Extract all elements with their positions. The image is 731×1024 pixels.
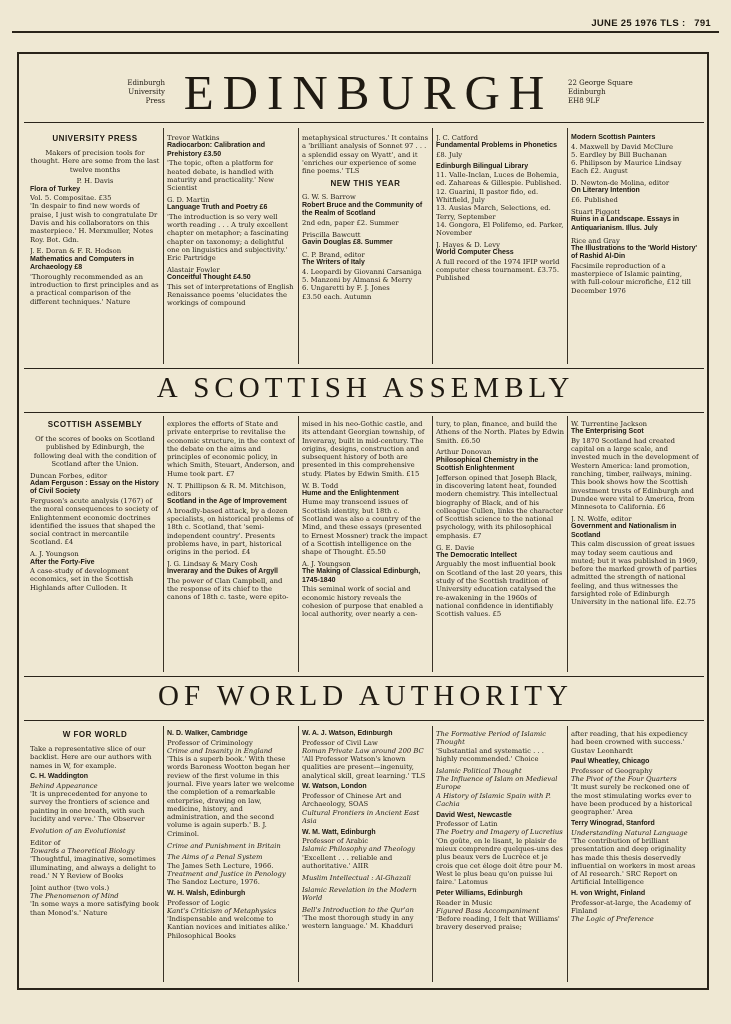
book-title: Islamic Revelation in the Modern World xyxy=(302,885,417,902)
book-title: Ruins in a Landscape. Essays in Antiquarianism. Illus. July xyxy=(571,216,680,232)
book-title: Mathematics and Computers in Archaeology £8 xyxy=(30,255,134,272)
author: J. N. Wolfe, editor xyxy=(571,514,632,523)
series-item: 14. Gongora, El Polifemo, ed. Parker, November xyxy=(436,220,564,238)
book-title: Conceitful Thought £4.50 xyxy=(167,274,251,282)
book-title: Towards a Theoretical Biology xyxy=(30,846,135,855)
section-rule xyxy=(24,676,704,677)
note: Joint author (two vols.) xyxy=(30,883,110,892)
review: A broadly-based attack, by a dozen specialists, on historical problems of 18th c. Scotland, that 'semi-independent country'. Presents problems have, in part, historical origins in the period. £4 xyxy=(167,506,294,557)
price: 2nd edn, paper £2. Summer xyxy=(302,218,399,227)
title-edinburgh: EDINBURGH xyxy=(183,65,554,120)
press-address xyxy=(568,79,678,106)
press-line: Edinburgh xyxy=(127,79,165,87)
section-heading: SCOTTISH ASSEMBLY xyxy=(47,420,143,429)
author: C. H. Waddington xyxy=(30,773,89,781)
book-title: The Aims of a Penal System xyxy=(167,853,263,862)
s1-col5 xyxy=(571,134,699,362)
review: Hume may transcend issues of Scottish identity, but 18th c. Scotland was also a country of the Mind, and these essays (presented to Ernest Mossner) track the impact of a Scottish intelligence on the shape of Thought. £5.50 xyxy=(302,498,428,557)
section-rule xyxy=(24,720,704,721)
book-title: Fundamental Problems in Phonetics xyxy=(436,142,557,150)
position: Professor of Civil Law xyxy=(302,738,378,747)
intro-text: Makers of precision tools for thought. Here are some from the last twelve months xyxy=(30,149,160,174)
review: tury, to plan, finance, and build the Athens of the North. Plates by Edwin Smith. £6.50 xyxy=(436,420,564,445)
review: mised in his neo-Gothic castle, and its attendant Georgian township, of Inveraray, built in mid-century. The origins, designs, construction and subsequent history of both are presented in this comprehensive study. Plates by Edwin Smith. £15 xyxy=(302,420,425,478)
author: G. W. S. Barrow xyxy=(302,193,356,202)
book-title: Kant's Criticism of Metaphysics xyxy=(167,906,277,915)
position: Professor of Arabic xyxy=(302,837,369,846)
title-world-authority: OF WORLD AUTHORITY xyxy=(158,680,573,712)
page-header: JUNE 25 1976 TLS : 791 xyxy=(591,18,711,29)
s1-col2 xyxy=(167,134,295,362)
series-item: 4. Maxwell by David McClure xyxy=(571,142,674,151)
price: £3.50 each. Autumn xyxy=(302,292,372,301)
column-rule xyxy=(163,416,164,672)
review: 'In despair to find new words of praise, I just wish to congratulate Dr Davis and his collaborators on this masterpiece.' H. Merxmuller, Notes Roy. Bot. Gdn. xyxy=(30,202,158,244)
review: A case-study of development economics, set in the Scottish Highlands after Culloden. It xyxy=(30,567,134,592)
book-title: Islamic Political Thought xyxy=(436,766,522,775)
review: This seminal work of social and economic history reveals the cohesion of purpose that enabled a local authority, over nearly a cen- xyxy=(302,585,424,619)
author: G. D. Martin xyxy=(167,195,210,204)
book-title: Treatment and Justice in Penology xyxy=(167,869,286,878)
book-title: Edinburgh Bilingual Library xyxy=(436,162,529,170)
book-title: After the Forty-Five xyxy=(30,558,95,566)
intro-text: Of the scores of books on Scotland published by Edinburgh, the following deal with the condition of Scotland after the Union. xyxy=(33,435,157,468)
review: 'Thoughtful, imaginative, sometimes illuminating, and always a delight to read.' N Y Review of Books xyxy=(30,855,156,880)
author: Stuart Piggott xyxy=(571,207,620,216)
position: Professor of Chinese Art and Archaeology, SOAS xyxy=(302,791,402,809)
address-line: Edinburgh xyxy=(568,88,606,96)
s2-col4 xyxy=(436,420,564,670)
author: N. T. Phillipson & R. M. Mitchison, editors xyxy=(167,481,287,498)
author: C. P. Brand, editor xyxy=(302,250,365,259)
author: Alastair Fowler xyxy=(167,266,220,275)
section-heading: UNIVERSITY PRESS xyxy=(52,134,138,143)
address-line: EH8 9LF xyxy=(568,97,600,105)
author: P. H. Davis xyxy=(76,177,114,186)
book-title: Gavin Douglas £8. Summer xyxy=(302,238,393,246)
series-item: 5. Manzoni by Almansi & Merry xyxy=(302,275,413,284)
s3-col3 xyxy=(302,730,429,982)
author: Arthur Donovan xyxy=(436,448,492,457)
book-title: Hume and the Enlightenment xyxy=(302,489,399,497)
review: Facsimile reproduction of a masterpiece of Islamic painting, with full-colour microfiche, £12 till December 1976 xyxy=(571,261,691,295)
review: 'This is a superb book.' With these words Baroness Wootton began her review of the first volume in this journal. Five years later we welcome the completion of a remarkable enterprise, drawing on law, medicine, history, and administration, and the second volume is again superb.' B. J. Criminol. xyxy=(167,755,295,838)
review: after reading, that his expediency had been crowned with success.' Gustav Leonhardt xyxy=(571,730,688,755)
title-rule xyxy=(24,122,704,123)
review: By 1870 Scotland had created capital on a large scale, and invested much in the development of Western America: land promotion, ranching, timber, railways, mining. This book shows how the Scottish investment trusts of Edinburgh and Dundee were vital to America, from Minnesota to California. £6 xyxy=(571,436,699,512)
intro-text: Take a representative slice of our backlist. Here are our authors with names in W, for example. xyxy=(30,745,152,770)
column-rule xyxy=(298,416,299,672)
author: David West, Newcastle xyxy=(436,811,512,819)
series-item: 5. Eardley by Bill Buchanan xyxy=(571,150,667,159)
series-item: 4. Leopardi by Giovanni Carsaniga xyxy=(302,267,422,276)
position: Professor-at-large, the Academy of Finland xyxy=(571,898,691,916)
s2-col5 xyxy=(571,420,699,670)
author: A. J. Youngson xyxy=(30,550,79,559)
price: Each £2. August xyxy=(571,167,628,176)
title-scottish-assembly: A SCOTTISH ASSEMBLY xyxy=(156,372,575,404)
author: J. Hayes & D. Levy xyxy=(436,240,500,249)
book-title: Islamic Philosophy and Theology xyxy=(302,845,416,854)
column-rule xyxy=(432,726,433,982)
position: Professor of Criminology xyxy=(167,738,253,747)
column-rule xyxy=(163,128,164,364)
book-title: Figured Bass Accompaniment xyxy=(436,906,540,915)
book-title: Philosophical Chemistry in the Scottish Enlightenment xyxy=(436,456,539,473)
book-title: Radiocarbon: Calibration and Prehistory £3.50 xyxy=(167,142,266,158)
column-rule xyxy=(298,128,299,364)
review: 'The contribution of brilliant presentation and deep originality has made this thesis deservedly influential on workers in most areas of AI research.' SRC Report on Artificial Intelligence xyxy=(571,836,696,887)
s2-col3 xyxy=(302,420,429,670)
author: Peter Williams, Edinburgh xyxy=(436,890,523,898)
note: The James Seth Lecture, 1966. xyxy=(167,861,274,870)
s3-col4 xyxy=(436,730,564,982)
author: J. G. Lindsay & Mary Cosh xyxy=(167,559,258,568)
series-item: 11. Valle-Inclan, Luces de Bohemia, ed. Zahareas & Gillespie. Published. xyxy=(436,171,562,188)
position: Professor of Logic xyxy=(167,898,230,907)
review: explores the efforts of State and private enterprise to revitalise the economic structure, in the context of the debate on the aims and principles of economic policy, in which Smith, Steuart, Anderson, and Hume took part. £7 xyxy=(167,420,295,478)
review: 'The introduction is so very well worth reading . . . A truly excellent chapter on metaphor; a fascinating chapter on taxonomy; a delightful one on linguistics and subjectivity.' Eric Partridge xyxy=(167,212,289,263)
book-title: Language Truth and Poetry £6 xyxy=(167,204,268,212)
press-line: University xyxy=(128,88,165,96)
book-title: Cultural Frontiers in Ancient East Asia xyxy=(302,808,420,825)
column-rule xyxy=(298,726,299,982)
review: Jefferson opined that Joseph Black, in discovering latent heat, founded modern chemistry. This intellectual biography of Black, and of his colleague Cullen, links the character of Scottish science to the national psychology, with its philosophical emphasis. £7 xyxy=(436,473,564,540)
author: W. A. J. Watson, Edinburgh xyxy=(302,730,393,737)
section-rule xyxy=(24,368,704,369)
press-line: Press xyxy=(145,97,165,105)
book-title: World Computer Chess xyxy=(436,249,514,257)
author: Trevor Watkins xyxy=(167,134,220,142)
author: J. E. Doran & F. R. Hodson xyxy=(30,247,122,256)
author: A. J. Youngson xyxy=(302,559,351,568)
author: W. Watson, London xyxy=(302,783,367,791)
author: W. H. Walsh, Edinburgh xyxy=(167,890,246,898)
book-title: The Poetry and Imagery of Lucretius xyxy=(436,828,563,837)
s3-col1 xyxy=(30,730,160,982)
review: Ferguson's acute analysis (1767) of the moral consequences to society of Enlightenment economic doctrines identified the issues that shaped the social contract in mercantile Scotland. £4 xyxy=(30,496,158,547)
book-title: Crime and Insanity in England xyxy=(167,746,273,755)
column-rule xyxy=(163,726,164,982)
s3-col2 xyxy=(167,730,295,982)
review: 'On goûte, en le lisant, le plaisir de mieux comprendre quelques-uns des plus beaux vers de Lucrèce et je crois que cet éloge doit être pour M. West le plus beau qu'on puisse lui faire.' Latomus xyxy=(436,836,563,887)
author: W. Turrentine Jackson xyxy=(571,420,648,428)
review: This set of interpretations of English Renaissance poems 'elucidates the workings of compound xyxy=(167,282,294,308)
book-title: Government and Nationalism in Scotland xyxy=(571,523,677,539)
review: 'In some ways a more satisfying book than Monod's.' Nature xyxy=(30,900,159,917)
header-rule xyxy=(12,31,719,33)
column-rule xyxy=(567,416,568,672)
position: Professor of Latin xyxy=(436,820,498,829)
book-title: On Literary Intention xyxy=(571,187,640,195)
author: N. D. Walker, Cambridge xyxy=(167,730,248,737)
price: Vol. 5. Compositae. £35 xyxy=(30,194,112,203)
book-title: The Democratic Intellect xyxy=(436,551,517,559)
address-line: 22 George Square xyxy=(568,79,633,87)
author: W. B. Todd xyxy=(302,481,339,490)
section-rule xyxy=(24,412,704,413)
s3-col5 xyxy=(571,730,699,982)
book-title: Crime and Punishment in Britain xyxy=(167,841,281,850)
note: The Sandoz Lecture, 1976. xyxy=(167,878,260,887)
book-title: The Writers of Italy xyxy=(302,259,365,267)
column-rule xyxy=(567,726,568,982)
book-title: A History of Islamic Spain with P. Cachia xyxy=(436,791,551,808)
book-title: Inveraray and the Dukes of Argyll xyxy=(167,568,278,576)
book-title: Muslim Intellectual : Al-Ghazali xyxy=(302,873,411,882)
author: Duncan Forbes, editor xyxy=(30,471,108,480)
author: J. C. Catford xyxy=(436,134,478,142)
section-heading: NEW THIS YEAR xyxy=(330,179,401,189)
review: 'All Professor Watson's known qualities are present—ingenuity, analytical skill, great learning.' TLS xyxy=(302,755,426,780)
series-item: 12. Guarini, Il pastor fido, ed. Whitfield, July xyxy=(436,187,539,204)
review: This calm discussion of great issues may today seem cautious and muted; but it was published in 1969, before the marked growth of parties admitted the strength of national feeling, and thus witnesses the farsighted role of Edinburgh University in the national life. £2.75 xyxy=(571,540,698,607)
author: Terry Winograd, Stanford xyxy=(571,820,655,828)
price: £6. Published xyxy=(571,195,618,204)
note: Editor of xyxy=(30,838,61,847)
author: Rice and Gray xyxy=(571,236,620,245)
review: Arguably the most influential book on Scotland of the last 20 years, this study of the Scottish tradition of University education catalysed the re-awakening in the 1960s of national confidence in identifiably Scottish values. £5 xyxy=(436,560,563,619)
book-title: Robert Bruce and the Community of the Realm of Scotland xyxy=(302,201,423,218)
review: 'Thoroughly recommended as an introduction to first principles and as a practical comparison of the different techniques.' Nature xyxy=(30,272,159,306)
book-title: Adam Ferguson : Essay on the History of Civil Society xyxy=(30,479,159,496)
position: Professor of Geography xyxy=(571,766,653,775)
series-item: 6. Ungaretti by F. J. Jones xyxy=(302,284,390,293)
book-title: The Logic of Preference xyxy=(571,915,654,924)
author: H. von Wright, Finland xyxy=(571,890,646,898)
position: Reader in Music xyxy=(436,898,493,907)
author: Priscilla Bawcutt xyxy=(302,230,361,239)
book-title: The Illustrations to the 'World History' of Rashid Al-Din xyxy=(571,244,698,261)
author: Paul Wheatley, Chicago xyxy=(571,758,650,766)
review: 'Indispensable and welcome to Kantian novices and initiates alike.' Philosophical Books xyxy=(167,915,290,940)
review: 'It is unprecedented for anyone to survey the frontiers of science and painting in one breath, with such lucidity and verve.' The Observer xyxy=(30,790,150,824)
s2-col2 xyxy=(167,420,295,670)
book-title: Bell's Introduction to the Qur'an xyxy=(302,905,414,914)
book-title: The Pivot of the Four Quarters xyxy=(571,775,677,784)
column-rule xyxy=(567,128,568,364)
book-title: Behind Appearance xyxy=(30,781,98,790)
s1-col4 xyxy=(436,134,564,362)
book-title: The Phenomenon of Mind xyxy=(30,891,119,900)
book-title: Evolution of an Evolutionist xyxy=(30,826,126,835)
book-title: The Formative Period of Islamic Thought xyxy=(436,730,547,747)
book-title: Roman Private Law around 200 BC xyxy=(302,746,424,755)
price: £8. July xyxy=(436,150,463,159)
author: W. M. Watt, Edinburgh xyxy=(302,828,376,836)
series-item: 13. Ausias March, Selections, ed. Terry, September xyxy=(436,204,551,221)
review: 'It must surely be reckoned one of the most stimulating works ever to have been produced by a historical geographer.' Area xyxy=(571,783,693,817)
book-title: Understanding Natural Language xyxy=(571,828,688,837)
column-rule xyxy=(432,128,433,364)
review: 'Excellent . . . reliable and authoritative.' AIIR xyxy=(302,853,393,871)
review: 'The most thorough study in any western language.' M. Khadduri xyxy=(302,914,414,931)
review: 'Substantial and systematic . . . highly recommended.' Choice xyxy=(436,746,544,763)
review: metaphysical structures.' It contains a 'brilliant analysis of Sonnet 97 . . . a splendid essay on Wyatt', and it 'enriches our experience of some fine poems.' TLS xyxy=(302,134,429,176)
author: G. E. Davie xyxy=(436,543,475,552)
book-title: The Making of Classical Edinburgh, 1745-1840 xyxy=(302,568,421,584)
review: A full record of the 1974 IFIP world computer chess tournament. £3.75. Published xyxy=(436,257,560,283)
section-heading: W FOR WORLD xyxy=(62,730,128,739)
book-title: Scotland in the Age of Improvement xyxy=(167,498,287,506)
author: D. Newton-de Molina, editor xyxy=(571,179,670,188)
s1-col1 xyxy=(30,134,160,362)
series-item: 6. Philipson by Maurice Lindsay xyxy=(571,159,682,168)
s2-col1 xyxy=(30,420,160,670)
book-title: Flora of Turkey xyxy=(30,185,81,193)
review: The power of Clan Campbell, and the response of its chief to the canons of 18th c. taste, were epito- xyxy=(167,576,289,602)
review: 'The topic, often a platform for heated debate, is handled with maturity and practicality.' New Scientist xyxy=(167,159,274,193)
book-title: The Enterprising Scot xyxy=(571,428,644,436)
book-title: Modern Scottish Painters xyxy=(571,134,656,141)
column-rule xyxy=(432,416,433,672)
s1-col3 xyxy=(302,134,429,362)
review: 'Before reading, I felt that Williams' bravery deserved praise; xyxy=(436,915,560,932)
book-title: The Influence of Islam on Medieval Europe xyxy=(436,774,558,792)
